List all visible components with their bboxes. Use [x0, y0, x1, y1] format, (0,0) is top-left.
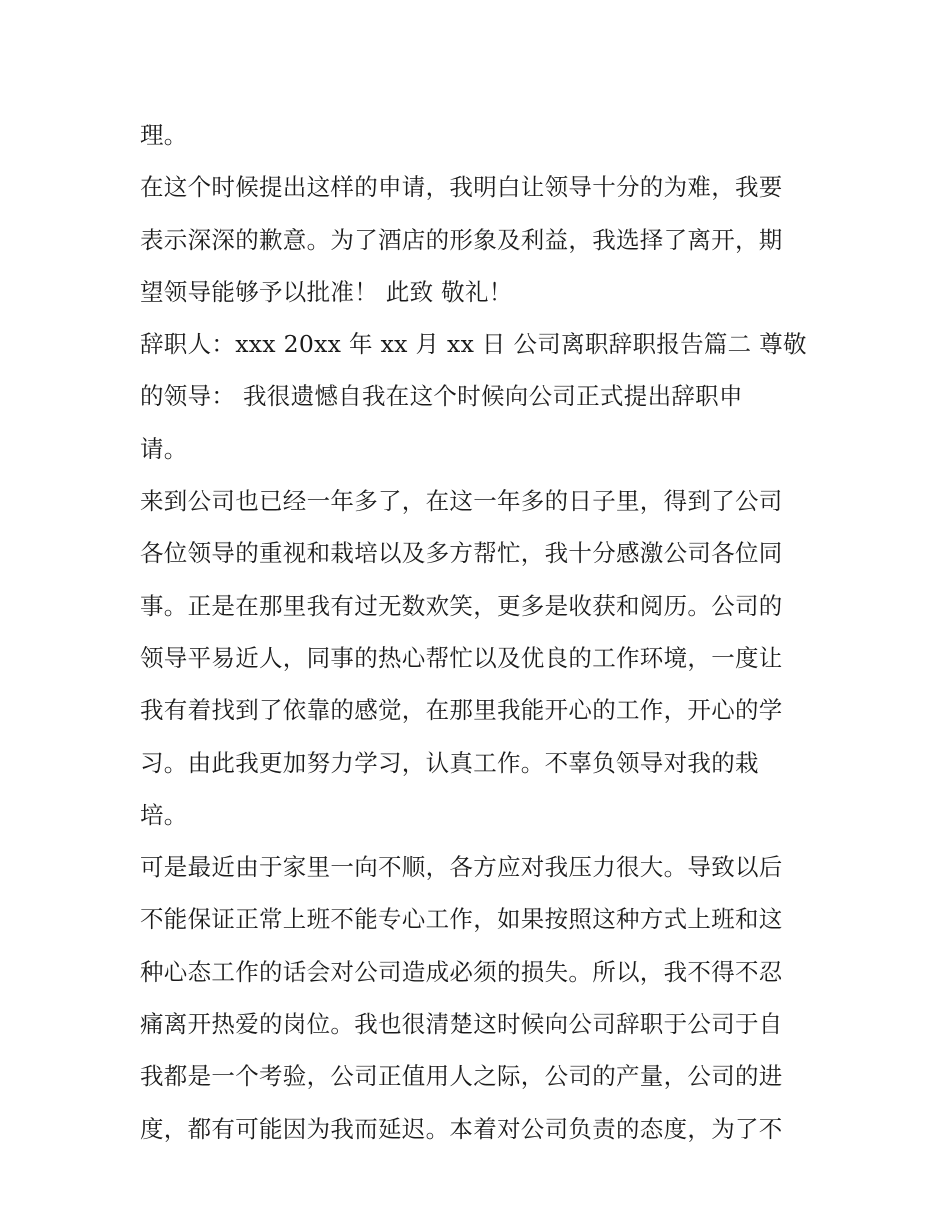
text-line: 在这个时候提出这样的申请，我明白让领导十分的为难，我要	[140, 173, 783, 202]
text-line: 事。正是在那里我有过无数欢笑，更多是收获和阅历。公司的	[140, 591, 783, 620]
text-line: 请。	[140, 434, 188, 463]
text-line: 理。	[140, 121, 188, 149]
text-line: 种心态工作的话会对公司造成必须的损失。所以，我不得不忍	[140, 957, 783, 986]
text-line: 的领导： 我很遗憾自我在这个时候向公司正式提出辞职申	[140, 382, 743, 411]
text-line: 不能保证正常上班不能专心工作，如果按照这种方式上班和这	[140, 905, 783, 934]
text-line: 我都是一个考验，公司正值用人之际，公司的产量，公司的进	[140, 1062, 783, 1091]
text-line: 领导平易近人，同事的热心帮忙以及优良的工作环境，一度让	[140, 643, 783, 672]
text-line: 我有着找到了依靠的感觉，在那里我能开心的工作，开心的学	[140, 696, 783, 725]
text-line: 各位领导的重视和栽培以及多方帮忙，我十分感激公司各位同	[140, 539, 783, 568]
text-line: 望领导能够予以批准！ 此致 敬礼！	[140, 277, 513, 306]
text-line: 习。由此我更加努力学习，认真工作。不辜负领导对我的栽	[140, 748, 759, 777]
resignation-letter-body	[140, 109, 820, 1155]
text-line: 度，都有可能因为我而延迟。本着对公司负责的态度，为了不	[140, 1114, 783, 1143]
text-line: 辞职人：xxx 20xx 年 xx 月 xx 日 公司离职辞职报告篇二 尊敬	[140, 330, 807, 359]
text-line: 培。	[140, 800, 188, 829]
text-line: 来到公司也已经一年多了，在这一年多的日子里，得到了公司	[140, 487, 783, 516]
text-line: 痛离开热爱的岗位。我也很清楚这时候向公司辞职于公司于自	[140, 1010, 783, 1039]
text-line: 可是最近由于家里一向不顺，各方应对我压力很大。导致以后	[140, 853, 783, 882]
text-line: 表示深深的歉意。为了酒店的形象及利益，我选择了离开，期	[140, 225, 783, 254]
